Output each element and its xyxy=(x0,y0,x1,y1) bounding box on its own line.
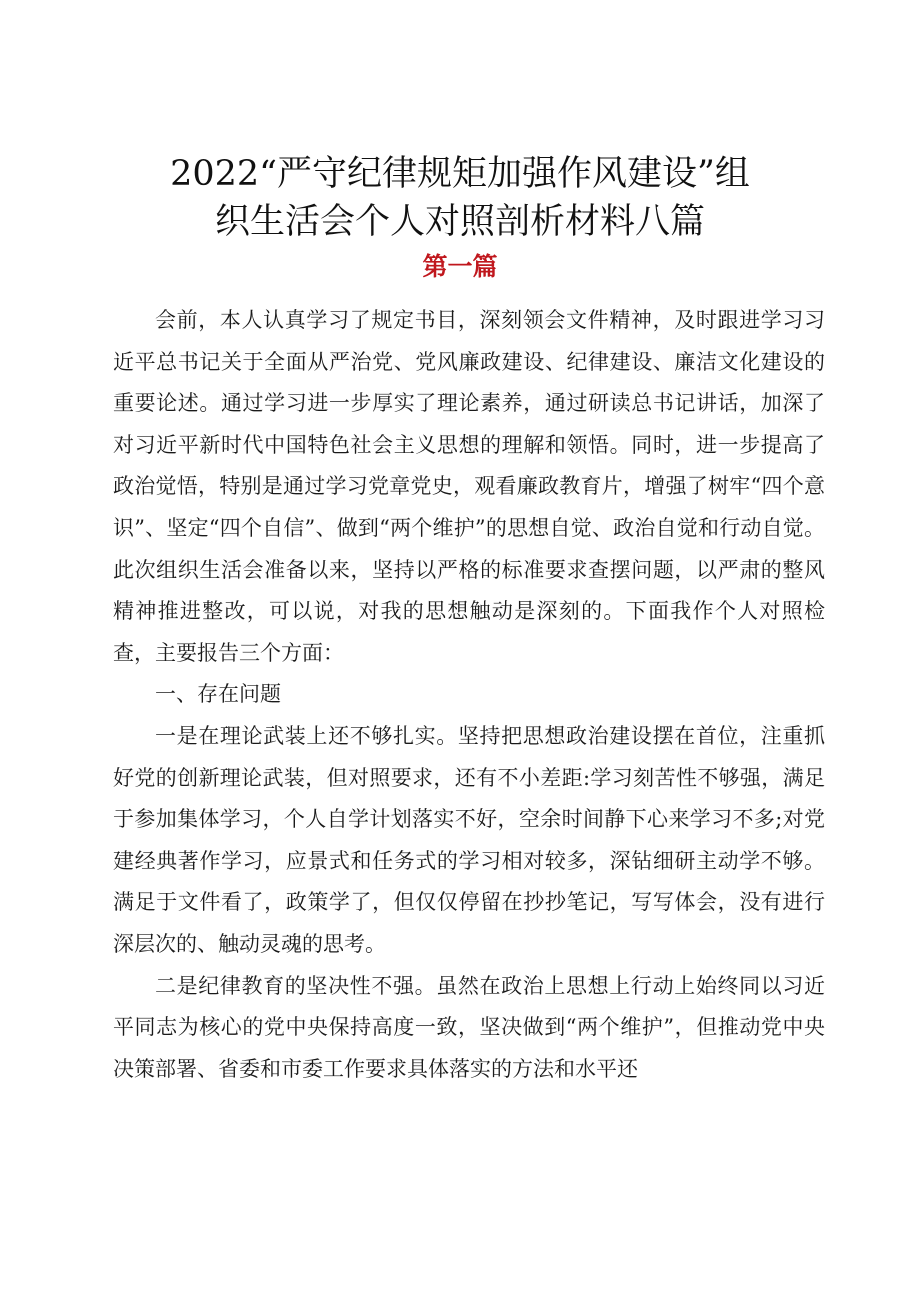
paragraph-problem-1: 一是在理论武装上还不够扎实。坚持把思想政治建设摆在首位，注重抓好党的创新理论武装，但对照要求，还有不小差距:学习刻苦性不够强，满足于参加集体学习，个人自学计划落实不好，空余时间静下心来学习不多;对党建经典著作学习，应景式和任务式的学习相对较多，深钻细研主动学不够。满足于文件看了，政策学了，但仅仅停留在抄抄笔记，写写体会，没有进行深层次的、触动灵魂的思考。 xyxy=(113,723,825,956)
section-title: 第一篇 xyxy=(422,252,498,281)
paragraph-problem-2: 二是纪律教育的坚决性不强。虽然在政治上思想上行动上始终同以习近平同志为核心的党中央保持高度一致，坚决做到“两个维护”，但推动党中央决策部署、省委和市委工作要求具体落实的方法和水平还 xyxy=(113,973,825,1081)
document-title-line-2: 织生活会个人对照剖析材料八篇 xyxy=(214,202,705,242)
document-body xyxy=(113,300,825,1090)
paragraph-intro: 会前，本人认真学习了规定书目，深刻领会文件精神，及时跟进学习习近平总书记关于全面从严治党、党风廉政建设、纪律建设、廉洁文化建设的重要论述。通过学习进一步厚实了理论素养，通过研读总书记讲话，加深了对习近平新时代中国特色社会主义思想的理解和领悟。同时，进一步提高了政治觉悟，特别是通过学习党章党史，观看廉政教育片，增强了树牢“四个意识”、坚定“四个自信”、做到“两个维护”的思想自觉、政治自觉和行动自觉。此次组织生活会准备以来，坚持以严格的标准要求查摆问题，以严肃的整风精神推进整改，可以说，对我的思想触动是深刻的。下面我作个人对照检查，主要报告三个方面： xyxy=(113,308,825,665)
heading-existing-problems: 一、存在问题 xyxy=(155,682,281,707)
document-title xyxy=(100,150,820,246)
document-title-line-1: 2022“严守纪律规矩加强作风建设”组 xyxy=(170,154,750,194)
